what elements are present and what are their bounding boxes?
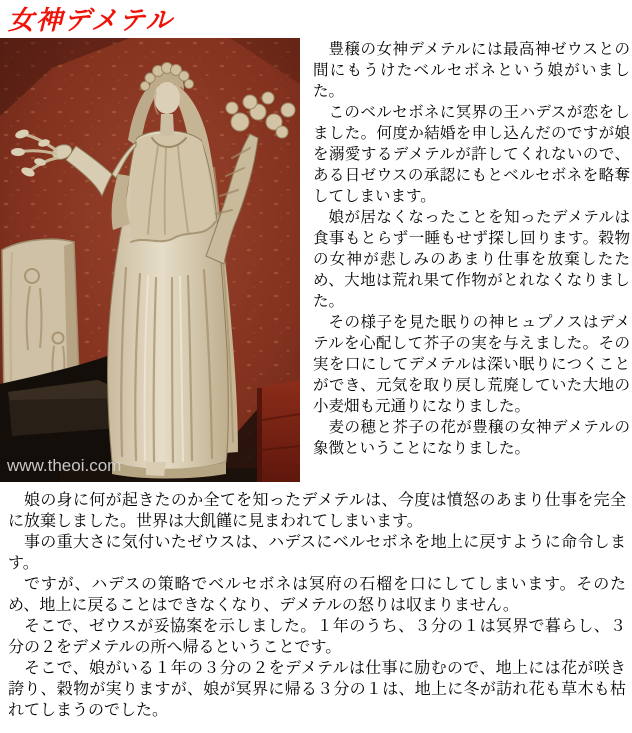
red-pillar: [257, 380, 300, 482]
page-title: 女神デメテル: [8, 5, 174, 35]
demeter-statue-photo: [0, 38, 300, 482]
paragraph-searching: 娘が居なくなったことを知ったデメテルは食事もとらず一睡もせず探し回ります。穀物の女神が悲しみのあまり仕事を放棄したため、大地は荒れ果て作物がとれなくなりました。: [313, 209, 630, 310]
top-row: [0, 38, 632, 482]
paragraph-demeter-daughter: 豊穣の女神デメテルには最高神ゼウスとの間にもうけたベルセボネという娘がいました。: [313, 41, 630, 100]
paragraph-hades-love: このベルセボネに冥界の王ハデスが恋をしました。何度か結婚を申し込んだのですが娘を溺愛するデメテルが許してくれないので、ある日ゼウスの承認にもとベルセボネを略奪してしまいます。: [313, 104, 630, 205]
paragraph-compromise: そこで、ゼウスが妥協案を示しました。１年のうち、３分の１は冥界で暮らし、３分の２をデメテルの所へ帰るということです。: [8, 618, 626, 656]
paragraph-pomegranate: ですが、ハデスの策略でベルセボネは冥府の石榴を口にしてしまいます。そのため、地上に戻ることはできなくなり、デメテルの怒りは収まりません。: [8, 576, 626, 614]
photo-watermark: www.theoi.com: [7, 456, 122, 475]
statue-scene: [0, 38, 300, 482]
paragraph-hypnos-poppy: その様子を見た眠りの神ヒュプノスはデメテルを心配して芥子の実を与えました。その実を口にしてデメテルは深い眠りにつくことができ、元気を取り戻し荒廃していた大地の小麦畑も元通りになりました。: [313, 314, 630, 415]
right-text-column: [300, 38, 632, 482]
bottom-text-block: [0, 482, 632, 721]
paragraph-zeus-order: 事の重大さに気付いたゼウスは、ハデスにベルセボネを地上に戻すように命令します。: [8, 534, 626, 572]
paragraph-symbols: 麦の穂と芥子の花が豊穣の女神デメテルの象徴ということになりました。: [313, 419, 630, 457]
page-header: [0, 0, 632, 38]
paragraph-seasons: そこで、娘がいる１年の３分の２をデメテルは仕事に励むので、地上には花が咲き誇り、穀物が実りますが、娘が冥界に帰る３分の１は、地上に冬が訪れ花も草木も枯れてしまうのでした。: [8, 660, 626, 719]
paragraph-famine: 娘の身に何が起きたのか全てを知ったデメテルは、今度は憤怒のあまり仕事を完全に放棄しました。世界は大飢饉に見まわれてしまいます。: [8, 492, 626, 530]
